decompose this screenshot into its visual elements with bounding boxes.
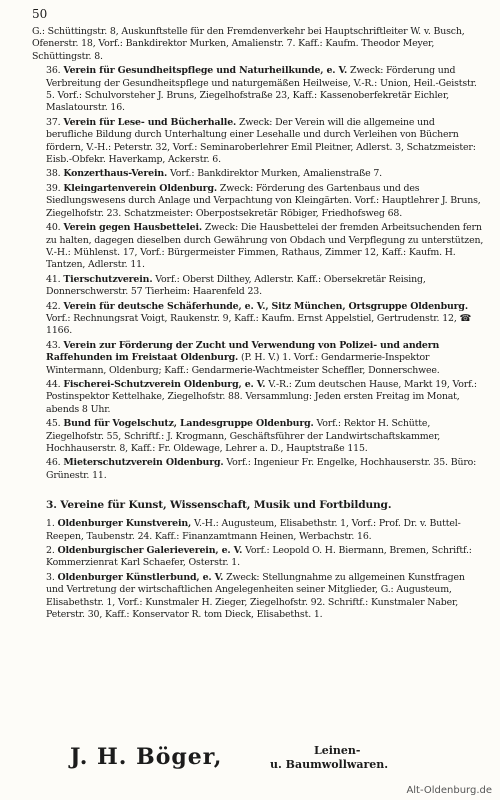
entry-text: V.-R.: Zum deutschen Hause, Markt 19, Vorf.: Postinspektor Kettelhake, Ziegelhofstr. 88. Versammlung: Jeden ersten Freitag im Monat, abends 8 Uhr. — [46, 378, 477, 415]
directory-entry — [46, 222, 484, 272]
directory-text — [32, 26, 484, 623]
section-heading: 3. Vereine für Kunst, Wissenschaft, Musik und Fortbildung. — [46, 499, 392, 512]
directory-entry — [46, 518, 484, 543]
entry-number: 42. — [46, 300, 61, 312]
entry-text: Vorf.: Ingenieur Fr. Engelke, Hochhauserstr. 35. Büro: Grünestr. 11. — [46, 457, 477, 481]
entry-name: Oldenburger Kunstverein, — [57, 518, 192, 530]
entry-number: 39. — [46, 182, 61, 194]
entry-number: 36. — [46, 65, 61, 77]
entry-text: Vorf.: Leopold O. H. Biermann, Bremen, Schriftf.: Kommerzienrat Karl Schaefer, Osterstr. 1. — [46, 545, 472, 569]
entry-number: 43. — [46, 339, 61, 351]
directory-entry — [46, 65, 484, 115]
entry-text: Zweck: Förderung und Verbreitung der Gesundheitspflege und naturgemäßen Heilweise, V.-R.: Union, Heil.-Geiststr. 5. Vorf.: Schulvorsteher J. Bruns, Ziegelhofstraße 23, Kaff.: Kassenoberfekretär Eichler, Maslatourstr. 16. — [46, 65, 477, 114]
directory-entry — [46, 572, 484, 622]
entry-name: Bund für Vogelschutz, Landesgruppe Oldenburg. — [63, 418, 314, 430]
entry-name: Oldenburger Künstlerbund, e. V. — [57, 571, 224, 583]
entry-text: V.-H.: Augusteum, Elisabethstr. 1, Vorf.: Prof. Dr. v. Buttel-Reepen, Taubenstr. 24. Kaff.: Finanzamtmann Heinen, Werbachstr. 16. — [46, 518, 461, 542]
entry-name: Oldenburgischer Galerieverein, e. V. — [57, 545, 243, 557]
directory-entry — [46, 379, 484, 416]
entry-name: Verein zur Förderung der Zucht und Verwendung von Polizei- und andern Raffehunden im Freistaat Oldenburg. — [46, 339, 440, 364]
entry-name: Tierschutzverein. — [63, 273, 153, 285]
entry-number: 38. — [46, 168, 61, 180]
directory-entry — [46, 183, 484, 220]
entry-text: Zweck: Förderung des Gartenbaus und des Siedlungswesens durch Anlage und Verpachtung von Kleingärten. Vorf.: Hauptlehrer J. Bruns, Ziegelhofstr. 23. Schatzmeister: Oberpostsekretär Röbiger, Friedhofsweg 68. — [46, 182, 481, 219]
directory-entry — [46, 418, 484, 455]
advertisement-line-1: Leinen- — [314, 744, 361, 757]
entry-number: 40. — [46, 222, 61, 234]
entry-name: Verein gegen Hausbettelei. — [63, 222, 202, 234]
entry-number: 2. — [46, 545, 55, 557]
entries-list — [32, 65, 484, 482]
continuation-paragraph: G.: Schüttingstr. 8, Auskunftstelle für den Fremdenverkehr bei Hauptschriftleiter W. v. Busch, Ofenerstr. 18, Vorf.: Bankdirektor Murken, Amalienstr. 7. Kaff.: Kaufm. Theodor Meyer, Schüttingstr. 8. — [32, 26, 465, 62]
entry-name: Konzerthaus-Verein. — [63, 168, 168, 180]
entry-text: Zweck: Stellungnahme zu allgemeinen Kunstfragen und Vertretung der wirtschaftlichen Angelegenheiten seiner Mitglieder, G.: Augusteum, Elisabethstr. 1, Vorf.: Kunstmaler H. Zieger, Ziegelhofstr. 92. Schriftf.: Kunstmaler Naber, Peterstr. 30, Kaff.: Konservator R. tom Dieck, Elisabethst. 1. — [46, 571, 465, 621]
advertisement-line-2: u. Baumwollwaren. — [270, 758, 389, 771]
advertisement — [70, 744, 490, 778]
entry-name: Verein für deutsche Schäferhunde, e. V., Sitz München, Ortsgruppe Oldenburg. — [63, 300, 468, 312]
directory-entry — [46, 117, 484, 167]
section-entries-list — [32, 518, 484, 621]
advertiser-name: J. H. Böger, — [70, 744, 223, 770]
entry-text: Zweck: Der Verein will die allgemeine und berufliche Bildung durch Unterhaltung einer Lesehalle und durch Verleihen von Büchern fördern, V.-H.: Peterstr. 32, Vorf.: Seminaroberlehrer Emil Pleitner, Adlerst. 3, Schatzmeister: Eisb.-Obfekr. Haverkamp, Ackerstr. 6. — [46, 116, 476, 166]
entry-name: Verein für Gesundheitspflege und Naturheilkunde, e. V. — [63, 65, 348, 77]
entry-number: 46. — [46, 457, 61, 469]
entry-number: 41. — [46, 273, 61, 285]
entry-name: Verein für Lese- und Bücherhalle. — [63, 116, 237, 128]
directory-entry — [46, 457, 484, 482]
watermark: Alt-Oldenburg.de — [406, 785, 492, 796]
directory-entry — [46, 274, 484, 299]
entry-number: 44. — [46, 378, 61, 390]
entry-text: Zweck: Die Hausbettelei der fremden Arbeitsuchenden fern zu halten, dagegen dieselben durch Gewährung von Obdach und Verpflegung zu unterstützen, V.-H.: Mühlenst. 17, Vorf.: Bürgermeister Fimmen, Rathaus, Zimmer 12, Kaff.: Kaufm. H. Tantzen, Adlerstr. 11. — [46, 222, 484, 271]
directory-entry — [46, 545, 484, 570]
entry-number: 3. — [46, 571, 55, 583]
entry-text: Vorf.: Bankdirektor Murken, Amalienstraße 7. — [167, 168, 383, 180]
entry-name: Fischerei-Schutzverein Oldenburg, e. V. — [63, 378, 266, 390]
entry-text: Vorf.: Oberst Dilthey, Adlerstr. Kaff.: Obersekretär Reising, Donnerschwerstr. 57 Tierheim: Haarenfeld 23. — [46, 273, 426, 298]
entry-text: (P. H. V.) 1. Vorf.: Gendarmerie-Inspektor Wintermann, Oldenburg; Kaff.: Gendarmerie-Wachtmeister Scheffler, Donnerschwee. — [46, 352, 440, 376]
directory-entry — [46, 168, 484, 180]
page-number: 50 — [32, 7, 48, 21]
directory-entry — [46, 340, 484, 377]
entry-name: Kleingartenverein Oldenburg. — [63, 182, 217, 194]
entry-text: Vorf.: Rechnungsrat Voigt, Raukenstr. 9, Kaff.: Kaufm. Ernst Appelstiel, Gertrudenstr. 12, ☎ 1166. — [46, 312, 472, 337]
entry-number: 45. — [46, 418, 61, 430]
directory-entry — [46, 301, 484, 338]
entry-text: Vorf.: Rektor H. Schütte, Ziegelhofstr. 55, Schriftf.: J. Krogmann, Geschäftsführer der Landwirtschaftskammer, Hochhauserstr. 8, Kaff.: Fr. Oldewage, Lehrer a. D., Hauptstraße 115. — [46, 418, 441, 454]
entry-number: 37. — [46, 116, 61, 128]
entry-name: Mieterschutzverein Oldenburg. — [63, 457, 224, 469]
entry-number: 1. — [46, 518, 55, 530]
